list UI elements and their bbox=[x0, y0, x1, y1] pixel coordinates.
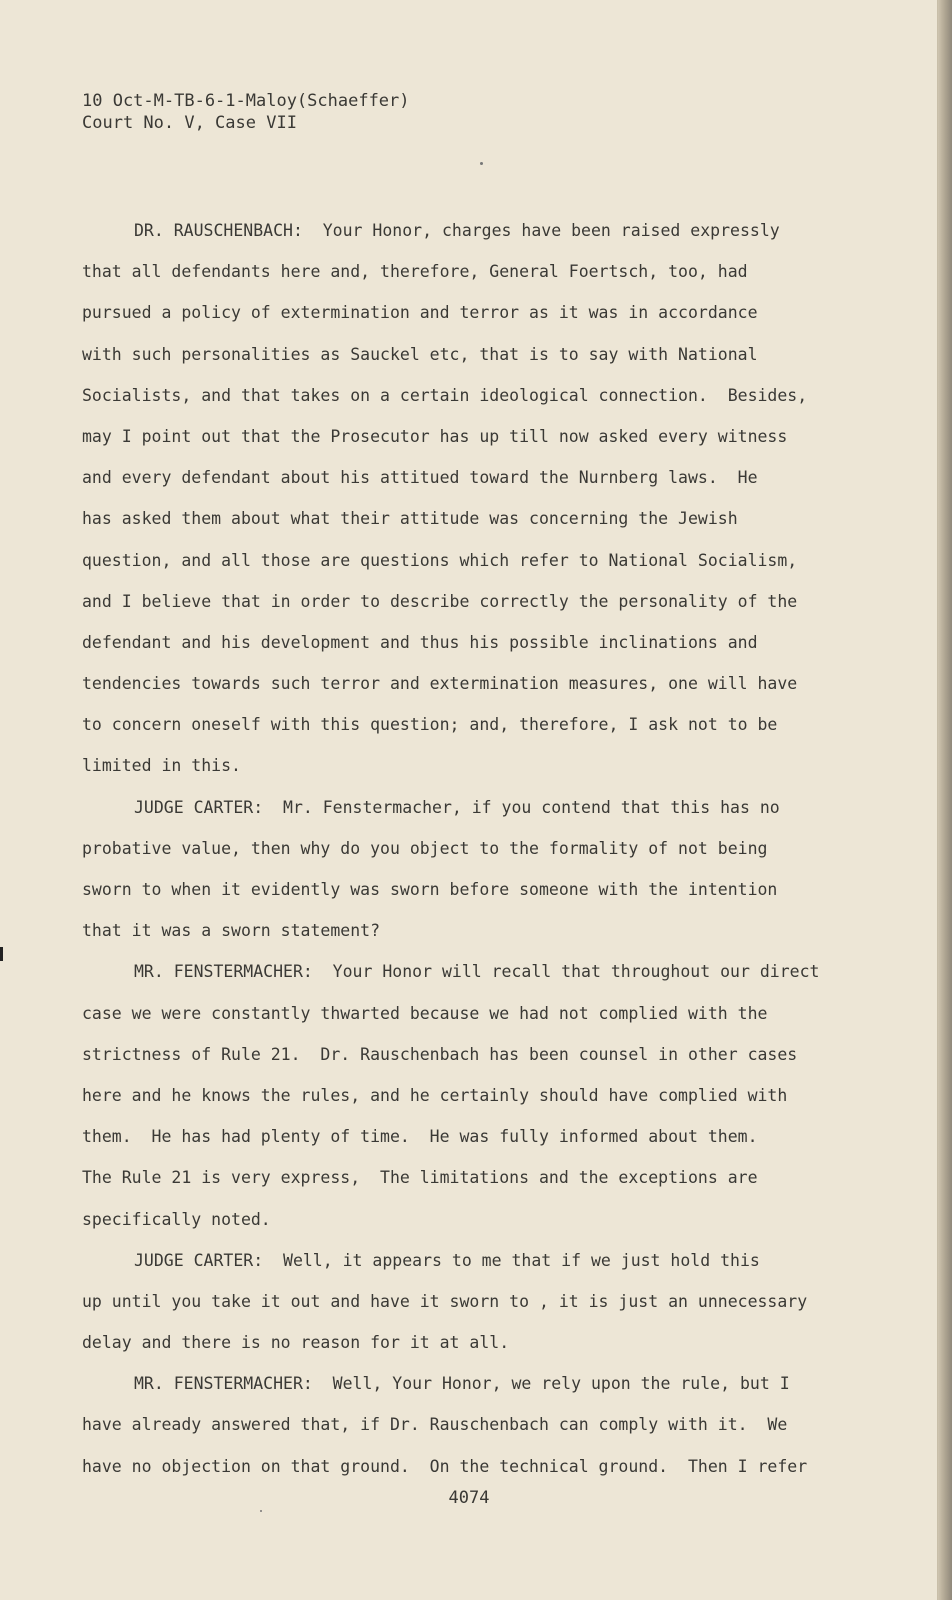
transcript-body bbox=[82, 210, 842, 1487]
scan-margin-mark bbox=[0, 947, 3, 961]
text-line: may I point out that the Prosecutor has up till now asked every witness bbox=[82, 426, 788, 446]
text-line: and every defendant about his attitued toward the Nurnberg laws. He bbox=[82, 468, 758, 488]
text-line: has asked them about what their attitude was concerning the Jewish bbox=[82, 509, 738, 529]
text-line: DR. RAUSCHENBACH: Your Honor, charges have been raised expressly bbox=[134, 221, 780, 240]
text-line: here and he knows the rules, and he certainly should have complied with bbox=[82, 1085, 788, 1105]
text-line: with such personalities as Sauckel etc, that is to say with National bbox=[82, 344, 758, 364]
text-line: question, and all those are questions which refer to National Socialism, bbox=[82, 550, 798, 570]
header-reference-line: 10 Oct-M-TB-6-1-Maloy(Schaeffer) bbox=[82, 91, 410, 111]
text-line: limited in this. bbox=[82, 756, 241, 776]
paragraph-fenstermacher-1 bbox=[82, 951, 842, 1239]
text-line: them. He has had plenty of time. He was fully informed about them. bbox=[82, 1127, 758, 1147]
paragraph-judge-carter-2 bbox=[82, 1240, 842, 1364]
text-line: JUDGE CARTER: Mr. Fenstermacher, if you contend that this has no bbox=[134, 797, 780, 817]
text-line: specifically noted. bbox=[82, 1209, 271, 1229]
text-line: strictness of Rule 21. Dr. Rauschenbach has been counsel in other cases bbox=[82, 1044, 798, 1064]
document-header bbox=[82, 90, 410, 134]
text-line: case we were constantly thwarted because we had not complied with the bbox=[82, 1003, 768, 1023]
text-line: to concern oneself with this question; and, therefore, I ask not to be bbox=[82, 715, 778, 735]
paper-speck bbox=[480, 162, 483, 165]
page-number: 4074 bbox=[448, 1488, 490, 1508]
text-line: pursued a policy of extermination and terror as it was in accordance bbox=[82, 303, 758, 323]
text-line: tendencies towards such terror and extermination measures, one will have bbox=[82, 674, 798, 694]
text-line: Socialists, and that takes on a certain ideological connection. Besides, bbox=[82, 385, 808, 405]
text-line: up until you take it out and have it sworn to , it is just an unnecessary bbox=[82, 1291, 808, 1311]
paragraph-fenstermacher-2 bbox=[82, 1363, 842, 1487]
text-line: The Rule 21 is very express, The limitations and the exceptions are bbox=[82, 1168, 758, 1188]
text-line: MR. FENSTERMACHER: Your Honor will recall that throughout our direct bbox=[134, 962, 820, 982]
text-line: and I believe that in order to describe correctly the personality of the bbox=[82, 591, 798, 611]
text-line: that it was a sworn statement? bbox=[82, 921, 381, 941]
text-line: have already answered that, if Dr. Rauschenbach can comply with it. We bbox=[82, 1415, 788, 1435]
text-line: that all defendants here and, therefore, General Foertsch, too, had bbox=[82, 262, 748, 282]
text-line: sworn to when it evidently was sworn before someone with the intention bbox=[82, 880, 778, 899]
text-line: MR. FENSTERMACHER: Well, Your Honor, we rely upon the rule, but I bbox=[134, 1374, 790, 1394]
paragraph-judge-carter-1 bbox=[82, 787, 842, 952]
paper-speck bbox=[260, 1510, 262, 1512]
text-line: defendant and his development and thus his possible inclinations and bbox=[82, 632, 758, 652]
page-edge-shadow bbox=[938, 0, 952, 1600]
paragraph-rauschenbach bbox=[82, 210, 842, 787]
text-line: have no objection on that ground. On the technical ground. Then I refer bbox=[82, 1456, 808, 1476]
text-line: JUDGE CARTER: Well, it appears to me that if we just hold this bbox=[134, 1250, 760, 1270]
header-court-line: Court No. V, Case VII bbox=[82, 113, 297, 133]
text-line: probative value, then why do you object to the formality of not being bbox=[82, 838, 768, 858]
text-line: delay and there is no reason for it at all. bbox=[82, 1333, 510, 1353]
